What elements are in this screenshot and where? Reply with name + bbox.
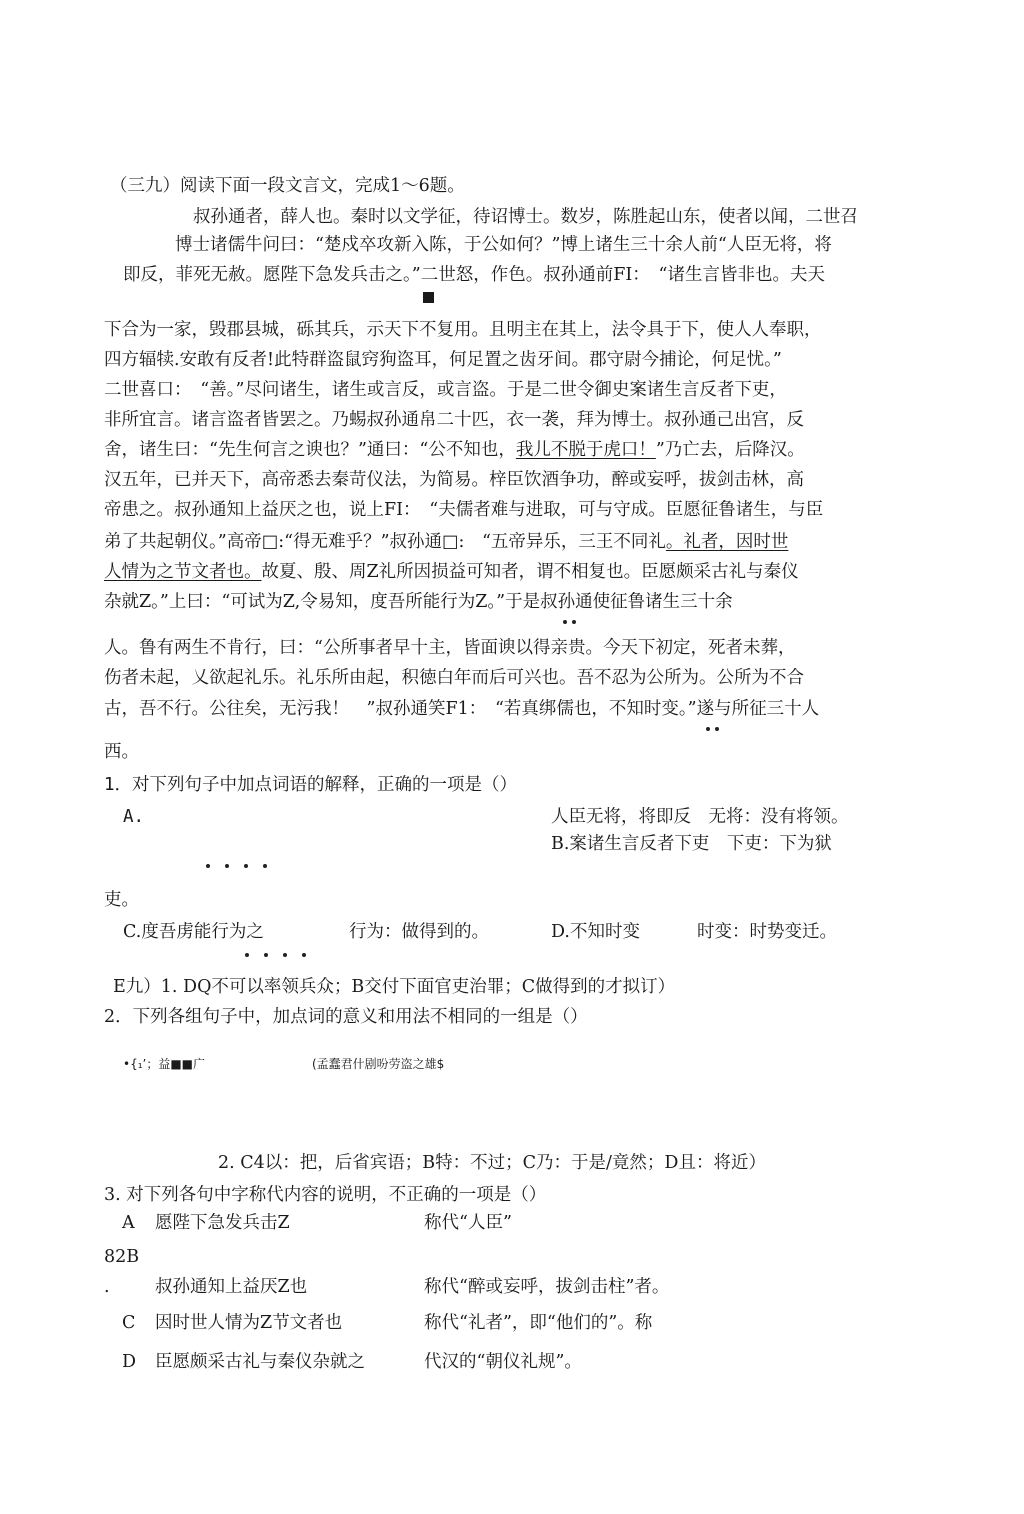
emphasis-dot bbox=[245, 953, 249, 957]
emphasis-dot bbox=[263, 864, 267, 868]
passage-line: 四方辐犊.安敢有反者!此特群盗鼠窍狗盗耳，何足置之齿牙间。郡守尉今捕论，何足忧。” bbox=[104, 350, 782, 370]
option-d-sentence: D.不知时变 bbox=[551, 922, 640, 942]
option-c-label: C bbox=[122, 1313, 136, 1333]
option-c-note: 称代“礼者”，即“他们的”。称 bbox=[424, 1313, 653, 1333]
underlined-phrase: 我儿不脱于虎口！ bbox=[515, 440, 656, 460]
question-stem: 1．对下列句子中加点词语的解释，正确的一项是（） bbox=[104, 775, 518, 795]
option-b-sentence: 叔孙通知上益厌Z也 bbox=[155, 1277, 308, 1297]
passage-text: ”乃亡去，后降汉。 bbox=[655, 440, 805, 460]
option-a-text: 人臣无将，将即反 无将：没有将领。 bbox=[551, 807, 849, 827]
option-a-note: 称代“人臣” bbox=[424, 1213, 512, 1233]
emphasis-dot bbox=[563, 620, 567, 624]
passage-line: 博士诸儒牛问曰：“楚戍卒攻新入陈，于公如何？”博上诸生三十余人前“人臣无将，将 bbox=[175, 235, 832, 255]
passage-line bbox=[104, 438, 805, 462]
emphasis-dot bbox=[283, 953, 287, 957]
underlined-phrase: 。礼者，因时世 bbox=[665, 532, 789, 552]
option-a-sentence: 愿陛下急发兵击Z bbox=[155, 1213, 290, 1233]
passage-line: 下合为一家，毁郡县城，砾其兵，示天下不复用。且明主在其上，法令具于下，使人人奉职， bbox=[104, 320, 822, 340]
section-heading: （三九）阅读下面一段文言文，完成1～6题。 bbox=[110, 176, 465, 196]
passage-line bbox=[104, 530, 788, 554]
passage-line: 帝患之。叔孙通知上益厌之也，说上FI： “夫儒者难与进取，可与守成。臣愿征鲁诸生，与臣 bbox=[104, 500, 824, 520]
emphasis-dot bbox=[302, 953, 306, 957]
passage-text: 弟了共起朝仪。”高帝□:“得无难乎？”叔孙通□: “五帝异乐，三王不同礼 bbox=[104, 532, 666, 552]
emphasis-dot bbox=[715, 727, 719, 731]
emphasis-dot bbox=[225, 864, 229, 868]
passage-line: 即反，菲死无赦。愿陛下急发兵击之。”二世怒，作色。叔孙通前FI： “诸生言皆非也。夫天 bbox=[123, 265, 825, 285]
garbled-text: •{₁’；益■■广 bbox=[123, 1057, 206, 1071]
passage-line: 西。 bbox=[104, 742, 139, 762]
option-b-prefix: 82B bbox=[104, 1247, 140, 1267]
passage-line: 人。鲁有两生不肯行，曰：“公所事者早十主，皆面谀以得亲贵。今天下初定，死者未葬， bbox=[104, 638, 796, 658]
passage-text: 舍，诸生曰：“先生何言之谀也？”通曰：“公不知也， bbox=[104, 440, 516, 460]
option-c-gloss: 行为：做得到的。 bbox=[349, 922, 489, 942]
option-b-text: B.案诸生言反者下吏 下吏：下为狱 bbox=[551, 834, 832, 854]
emphasis-dot bbox=[206, 864, 210, 868]
passage-line: 古，吾不行。公往矣，无污我！ ”叔孙通笑F1： “若真绑儒也，不知时变。”遂与所征三十人 bbox=[104, 699, 820, 719]
answer-note: 2. C4以：把，后省宾语；B特：不过；C乃：于是/竟然；D且：将近） bbox=[218, 1153, 766, 1173]
passage-line: 叔孙通者，薛人也。秦时以文学征，待诏博士。数岁，陈胜起山东，使者以闻，二世召 bbox=[193, 207, 858, 227]
emphasis-dot bbox=[706, 727, 710, 731]
emphasis-dot bbox=[572, 620, 576, 624]
passage-line: 汉五年，已并天下，高帝悉去秦苛仪法，为简易。梓臣饮酒争功，醉或妄呼，拔剑击林，高 bbox=[104, 470, 804, 490]
emphasis-dot bbox=[244, 864, 248, 868]
option-a-label: A. bbox=[123, 807, 145, 827]
option-b-dot: . bbox=[104, 1277, 110, 1297]
option-c-sentence: 因时世人情为Z节文者也 bbox=[155, 1313, 343, 1333]
option-b-note: 称代“醉或妄呼，拔剑击柱”者。 bbox=[424, 1277, 670, 1297]
passage-line: 杂就Z。”上曰：“可试为Z,令易知，度吾所能行为Z。”于是叔孙通使征鲁诸生三十余 bbox=[104, 592, 733, 612]
question-stem: 2．下列各组句子中，加点词的意义和用法不相同的一组是（） bbox=[104, 1007, 588, 1027]
option-c-sentence: C.度吾虏能行为之 bbox=[123, 922, 264, 942]
passage-text: 故夏、殷、周Z礼所因损益可知者，谓不相复也。臣愿颇采古礼与秦仪 bbox=[261, 562, 799, 582]
option-d-label: D bbox=[122, 1352, 137, 1372]
passage-line: 二世喜口： “善。”尽问诸生，诸生或言反，或言盗。于是二世令御史案诸生言反者下吏， bbox=[104, 380, 787, 400]
emphasis-dot bbox=[264, 953, 268, 957]
option-d-sentence: 臣愿颇采古礼与秦仪杂就之 bbox=[155, 1352, 365, 1372]
option-d-note: 代汉的“朝仪礼规”。 bbox=[424, 1352, 582, 1372]
garbled-text: (孟蠢君什剧吩劳盗之雄$ bbox=[312, 1057, 445, 1071]
option-d-gloss: 时变：时势变迁。 bbox=[697, 922, 837, 942]
option-a-label: A bbox=[122, 1213, 135, 1233]
underlined-phrase: 人情为之节文者也。 bbox=[104, 562, 262, 582]
passage-line: 伤者未起，乂欲起礼乐。礼乐所由起，积徳白年而后可兴也。吾不忍为公所为。公所为不合 bbox=[104, 668, 804, 688]
question-stem: 3. 对下列各句中字称代内容的说明，不正确的一项是（） bbox=[104, 1185, 547, 1205]
passage-line bbox=[104, 560, 799, 584]
passage-line: 非所宜言。诸言盗者皆罢之。乃蜴叔孙通帛二十匹，衣一袭，拜为博士。叔孙通己出宫，反 bbox=[104, 410, 804, 430]
option-b-continued: 吏。 bbox=[104, 890, 139, 910]
black-square-mark bbox=[423, 292, 434, 303]
answer-note: E九）1. DQ不可以率领兵众；B交付下面官吏治罪；C做得到的才拟订） bbox=[113, 977, 676, 997]
